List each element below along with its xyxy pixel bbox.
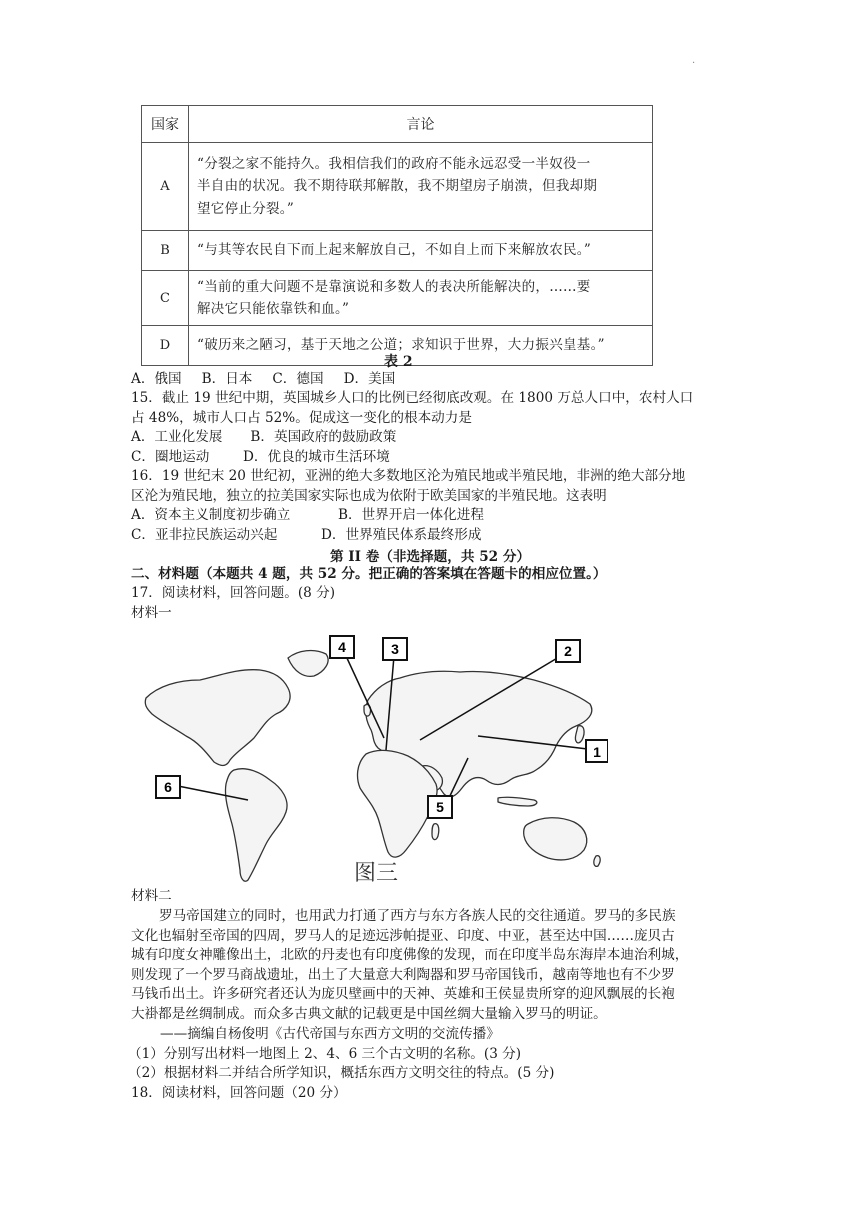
quotes-table [141,105,653,366]
map-label-1-text: 1 [593,744,601,760]
country-cell: B [142,231,189,271]
table-header-quote: 言论 [189,106,653,143]
japan-shape [575,726,584,743]
map-label-3 [383,638,407,660]
q16-option-b: B．世界开启一体化进程 [338,507,484,523]
table-row [142,143,653,231]
q17-stem: 17．阅读材料，回答问题。(8 分) [131,585,335,601]
q15-options-row1 [131,428,396,448]
quote-line: “分裂之家不能持久。我相信我们的政府不能永远忍受一半奴役一 [197,155,591,172]
map-label-2 [556,640,580,662]
world-map [138,628,608,890]
table-header-country: 国家 [142,106,189,143]
map-label-1 [586,740,608,762]
map-label-2-text: 2 [564,643,572,659]
q18-stem: 18．阅读材料，回答问题（20 分） [131,1085,347,1101]
section-title: 第 II 卷（非选择题，共 52 分） [329,549,531,565]
q15-stem-line2: 占 48%，城市人口占 52%。促成这一变化的根本动力是 [131,410,472,426]
material-two-label: 材料二 [131,888,172,904]
map-label-4-text: 4 [338,639,346,655]
north-america-shape [145,670,290,766]
q15-options-row2 [131,448,390,468]
q15-option-a: A．工业化发展 [131,429,223,445]
map-label-5 [428,796,452,818]
paragraph-line: 文化也辐射至帝国的四周，罗马人的足迹远涉帕提亚、印度、中亚，甚至达中国……庞贝古 [131,927,675,944]
south-america-shape [225,769,287,882]
table-row [142,231,653,271]
greenland-shape [288,651,328,677]
q15-option-c: C．圈地运动 [131,449,210,465]
q14-option-b: B．日本 [201,371,253,387]
map-label-5-text: 5 [436,799,444,815]
page-dot: · [692,58,696,69]
q14-option-c: C．德国 [272,371,324,387]
table-row [142,271,653,326]
quote-cell [189,271,653,326]
quote-line: “破历来之陋习，基于天地之公道；求知识于世界，大力振兴皇基。” [197,337,605,354]
q15-stem-line1: 15．截止 19 世纪中期，英国城乡人口的比例已经彻底改观。在 1800 万总人口中，农村人口 [131,390,694,406]
section-heading: 二、材料题（本题共 4 题，共 52 分。把正确的答案填在答题卡的相应位置。） [131,566,607,582]
q15-option-b: B．英国政府的鼓励政策 [250,429,397,445]
q16-stem-line2: 区沦为殖民地，独立的拉美国家实际也成为依附于欧美国家的半殖民地。这表明 [131,488,607,504]
quote-line: “当前的重大问题不是靠演说和多数人的表决所能解决的，……要 [197,278,591,295]
indonesia-shape [498,797,537,806]
material-one-label: 材料一 [131,605,172,621]
quote-cell [189,326,653,366]
paragraph-line: 马钱币出土。许多研究者还认为庞贝壁画中的天神、英雄和王侯显贵所穿的迎风飘展的长袍 [131,986,675,1003]
table-caption: 表 2 [384,354,413,370]
q17-subquestion-1: （1）分别写出材料一地图上 2、4、6 三个古文明的名称。(3 分) [128,1046,522,1062]
q16-option-c: C．亚非拉民族运动兴起 [131,527,278,543]
quote-line: 半自由的状况。我不期待联邦解散，我不期望房子崩溃，但我却期 [197,178,598,195]
quote-cell [189,231,653,271]
q16-stem-line1: 16．19 世纪末 20 世纪初，亚洲的绝大多数地区沦为殖民地或半殖民地，非洲的绝大部分地 [131,468,686,484]
madagascar-shape [432,824,439,840]
q14-option-d: D．美国 [343,371,396,387]
q14-option-a: A．俄国 [131,371,182,387]
new-zealand-shape [594,856,600,867]
quote-line: 解决它只能依靠铁和血。” [197,301,350,317]
country-cell: C [142,271,189,326]
paragraph-line: 城有印度女神雕像出土，北欧的丹麦也有印度佛像的发现，而在印度半岛东海岸本迪治利城， [131,947,689,964]
table-header-row [142,106,653,143]
country-cell: A [142,143,189,231]
material-two-paragraph [131,907,731,1025]
q17-subquestion-2: （2）根据材料二并结合所学知识，概括东西方文明交往的特点。(5 分) [128,1065,555,1081]
q16-options-row1 [131,506,484,526]
paragraph-line: 则发现了一个罗马商战遗址，出土了大量意大利陶器和罗马帝国钱币，越南等地也有不少罗 [131,966,675,983]
material-two-source: ——摘编自杨俊明《古代帝国与东西方文明的交流传播》 [160,1026,500,1042]
map-label-6 [156,776,180,798]
paragraph-line: 罗马帝国建立的同时，也用武力打通了西方与东方各族人民的交往通道。罗马的多民族 [159,908,676,924]
quote-line: 望它停止分裂。” [197,200,295,217]
quote-line: “与其等农民自下而上起来解放自己，不如自上而下来解放农民。” [197,242,592,259]
quote-cell [189,143,653,231]
q16-options-row2 [131,526,481,546]
q15-option-d: D．优良的城市生活环境 [243,449,390,465]
map-label-6-text: 6 [164,779,172,795]
map-label-3-text: 3 [391,641,399,657]
q14-options [131,370,395,390]
q16-option-a: A．资本主义制度初步确立 [131,507,291,523]
paragraph-line: 大褂都是丝绸制成。而众多古典文献的记载更是中国丝绸大量输入罗马的明证。 [131,1005,607,1022]
map-caption: 图三 [353,861,399,886]
map-label-4 [330,636,354,658]
australia-shape [524,818,587,860]
q16-option-d: D．世界殖民体系最终形成 [321,527,482,543]
country-cell: D [142,326,189,366]
